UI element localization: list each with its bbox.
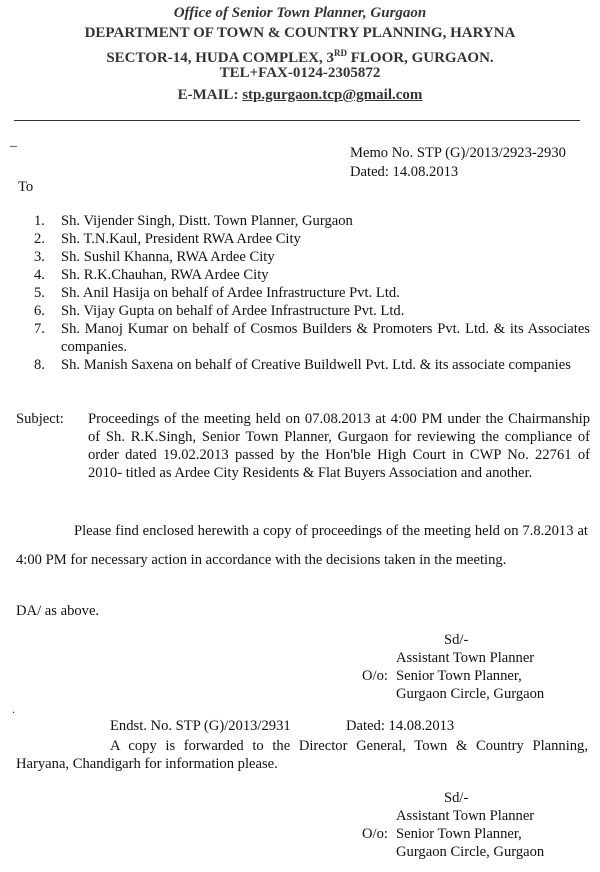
header-divider — [14, 120, 580, 121]
list-number: 7. — [34, 321, 45, 337]
subject-text: Proceedings of the meeting held on 07.08.2013 at 4:00 PM under the Chairmanship of Sh. R.K.Singh, Senior Town Planner, Gurgaon for reviewing the compliance of order dated 19.02.2013 passed by the Hon'ble High Court in CWP No. 22761 of 2010- titled as Ardee City Residents & Flat Buyers Association and another. — [88, 411, 590, 481]
recipient-text: Sh. T.N.Kaul, President RWA Ardee City — [61, 231, 301, 247]
list-number: 5. — [34, 285, 45, 301]
recipient-list — [34, 212, 590, 374]
recipient-text: Sh. R.K.Chauhan, RWA Ardee City — [61, 267, 269, 283]
recipient-text: Sh. Sushil Khanna, RWA Ardee City — [61, 249, 275, 265]
list-item — [34, 266, 590, 284]
address-prefix: SECTOR-14, HUDA COMPLEX, 3 — [106, 50, 334, 66]
signature-oo: O/o: — [362, 668, 388, 684]
email-label: E-MAIL: — [177, 87, 243, 103]
email-line — [0, 86, 600, 105]
address-sup: RD — [334, 48, 347, 58]
margin-mark: _ — [10, 134, 17, 149]
list-item — [34, 356, 590, 374]
endorsement-number: Endst. No. STP (G)/2013/2931 — [110, 718, 291, 734]
to-label: To — [18, 179, 34, 195]
signature-circle: Gurgaon Circle, Gurgaon — [396, 686, 545, 702]
signature-sd: Sd/- — [444, 790, 469, 806]
recipient-text: Sh. Vijay Gupta on behalf of Ardee Infrastructure Pvt. Ltd. — [61, 303, 405, 319]
signature-circle: Gurgaon Circle, Gurgaon — [396, 844, 545, 860]
list-number: 4. — [34, 267, 45, 283]
signature-sd: Sd/- — [444, 632, 469, 648]
signature-office: Senior Town Planner, — [396, 826, 522, 842]
signature-office: Senior Town Planner, — [396, 668, 522, 684]
list-number: 1. — [34, 213, 45, 229]
memo-date: Dated: 14.08.2013 — [350, 164, 459, 180]
enclosure-note: DA/ as above. — [16, 603, 100, 619]
address-suffix: FLOOR, GURGAON. — [347, 50, 494, 66]
list-item — [34, 284, 590, 302]
signature-designation: Assistant Town Planner — [396, 650, 535, 666]
endorsement-date: Dated: 14.08.2013 — [346, 718, 455, 734]
email-link[interactable]: stp.gurgaon.tcp@gmail.com — [242, 87, 423, 103]
dot-mark: . — [12, 702, 15, 716]
list-item — [34, 320, 590, 356]
tel-fax: TEL+FAX-0124-2305872 — [219, 65, 381, 81]
signature-oo: O/o: — [362, 826, 388, 842]
list-number: 2. — [34, 231, 45, 247]
list-number: 6. — [34, 303, 45, 319]
recipient-text: Sh. Manish Saxena on behalf of Creative Buildwell Pvt. Ltd. & its associate companies — [61, 357, 571, 373]
recipient-text: Sh. Vijender Singh, Distt. Town Planner, Gurgaon — [61, 213, 353, 229]
list-number: 8. — [34, 357, 45, 373]
subject-label: Subject: — [16, 411, 64, 427]
office-title: Office of Senior Town Planner, Gurgaon — [173, 5, 427, 21]
list-item — [34, 212, 590, 230]
list-item — [34, 302, 590, 320]
signature-designation: Assistant Town Planner — [396, 808, 535, 824]
recipient-text: Sh. Anil Hasija on behalf of Ardee Infrastructure Pvt. Ltd. — [61, 285, 400, 301]
endorsement-text: A copy is forwarded to the Director General, Town & Country Planning, Haryana, Chandigarh for information please. — [16, 738, 588, 772]
memo-number: Memo No. STP (G)/2013/2923-2930 — [350, 145, 566, 161]
list-item — [34, 248, 590, 266]
department-name: DEPARTMENT OF TOWN & COUNTRY PLANNING, HARYNA — [84, 25, 516, 41]
list-item — [34, 230, 590, 248]
recipient-text: Sh. Manoj Kumar on behalf of Cosmos Builders & Promoters Pvt. Ltd. & its Associates companies. — [61, 321, 590, 355]
list-number: 3. — [34, 249, 45, 265]
body-paragraph: Please find enclosed herewith a copy of proceedings of the meeting held on 7.8.2013 at 4:00 PM for necessary action in accordance with the decisions taken in the meeting. — [16, 523, 588, 568]
